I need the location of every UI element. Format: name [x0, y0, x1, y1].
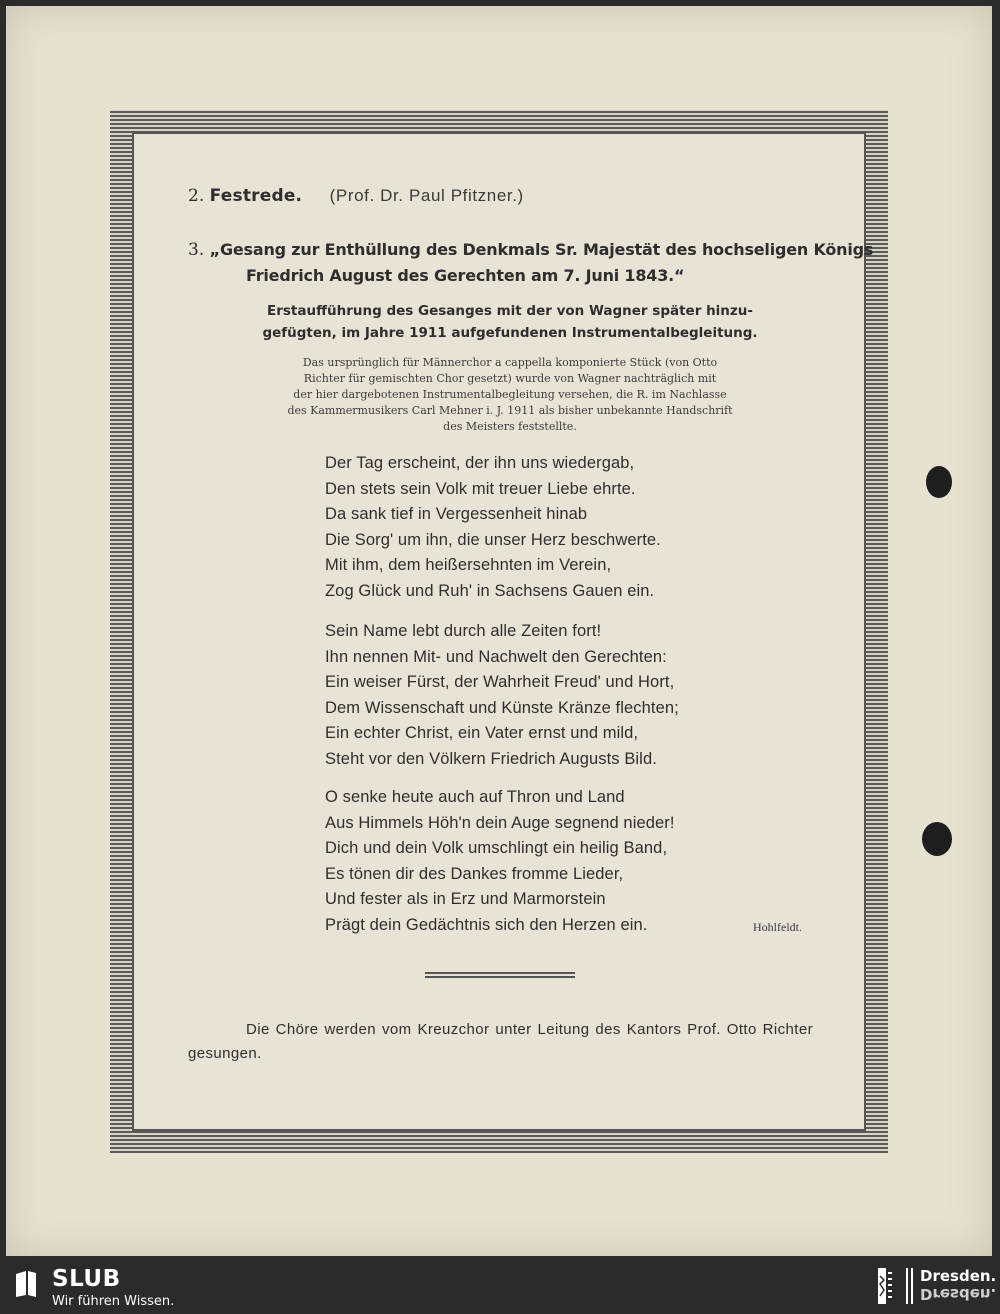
- note-line: des Kammermusikers Carl Mehner i. J. 1911 als bisher unbekannte Handschrift: [287, 404, 733, 417]
- verse-line: Zog Glück und Ruh' in Sachsens Gauen ein.: [325, 581, 655, 600]
- first-performance-note: [240, 300, 780, 344]
- item-label: Festrede.: [209, 186, 303, 206]
- note-line: der hier dargebotenen Instrumentalbegleitung versehen, die R. im Nachlasse: [293, 388, 727, 401]
- choir-note: Die Chöre werden vom Kreuzchor unter Leitung des Kantors Prof. Otto Richter gesungen.: [188, 1021, 813, 1062]
- item-title-line1: „Gesang zur Enthüllung des Denkmals Sr. Majestät des hochseligen Königs: [209, 240, 874, 259]
- verse-line: Ein weiser Fürst, der Wahrheit Freud' und Hort,: [325, 673, 675, 692]
- verse-line: Aus Himmels Höh'n dein Auge segnend nieder!: [325, 813, 675, 832]
- slub-tagline: Wir führen Wissen.: [52, 1294, 175, 1309]
- note-line: Das ursprünglich für Männerchor a cappella komponierte Stück (von Otto: [302, 356, 718, 369]
- history-note: [270, 355, 750, 435]
- verse-line: Mit ihm, dem heißersehnten im Verein,: [325, 556, 612, 575]
- verse-line: Die Sorg' um ihn, die unser Herz beschwerte.: [325, 530, 661, 549]
- program-item-3: [188, 240, 873, 260]
- item-title-line2: Friedrich August des Gerechten am 7. Juni 1843.“: [246, 266, 685, 285]
- poem-stanza-1: [325, 451, 755, 605]
- slub-logo-text[interactable]: SLUB: [52, 1266, 121, 1292]
- dresden-divider: [906, 1268, 908, 1304]
- note-line: Richter für gemischten Chor gesetzt) wurde von Wagner nachträglich mit: [303, 372, 717, 385]
- poem-author: Hohlfeldt.: [753, 920, 802, 934]
- slub-book-icon[interactable]: [14, 1270, 38, 1298]
- verse-line: Dich und dein Volk umschlingt ein heilig Band,: [325, 839, 668, 858]
- verse-line: Ihn nennen Mit- und Nachwelt den Gerechten:: [325, 647, 667, 666]
- speaker: (Prof. Dr. Paul Pfitzner.): [329, 186, 524, 205]
- note-line: des Meisters feststellte.: [443, 420, 577, 433]
- verse-line: Der Tag erscheint, der ihn uns wiedergab,: [325, 454, 635, 472]
- verse-line: O senke heute auch auf Thron und Land: [325, 788, 625, 806]
- dresden-logo-text[interactable]: Dresden.: [920, 1267, 997, 1285]
- punch-hole-bottom: [922, 822, 952, 856]
- verse-line: Da sank tief in Vergessenheit hinab: [325, 505, 588, 524]
- first-performance-line1: Erstaufführung des Gesanges mit der von Wagner später hinzu-: [266, 303, 753, 319]
- verse-line: Sein Name lebt durch alle Zeiten fort!: [325, 622, 602, 640]
- program-item-2: [188, 186, 524, 206]
- dresden-divider: [911, 1268, 913, 1304]
- verse-line: Es tönen dir des Dankes fromme Lieder,: [325, 864, 624, 883]
- verse-line: Steht vor den Völkern Friedrich Augusts Bild.: [325, 749, 657, 768]
- poem-stanza-3: [325, 785, 755, 939]
- dresden-crest-icon[interactable]: [878, 1268, 894, 1304]
- punch-hole-top: [926, 466, 952, 498]
- dresden-logo-mirror: Dresden.: [920, 1285, 997, 1303]
- item-number: 3.: [188, 240, 205, 260]
- verse-line: Und fester als in Erz und Marmorstein: [325, 890, 606, 909]
- section-divider: [425, 972, 575, 978]
- verse-line: Ein echter Christ, ein Vater ernst und mild,: [325, 724, 639, 743]
- verse-line: Dem Wissenschaft und Künste Kränze flechten;: [325, 698, 679, 717]
- verse-line: Prägt dein Gedächtnis sich den Herzen ein.: [325, 915, 648, 934]
- item-number: 2.: [188, 186, 205, 206]
- verse-line: Den stets sein Volk mit treuer Liebe ehrte.: [325, 479, 636, 498]
- first-performance-line2: gefügten, im Jahre 1911 aufgefundenen Instrumentalbegleitung.: [262, 325, 758, 341]
- poem-stanza-2: [325, 619, 755, 773]
